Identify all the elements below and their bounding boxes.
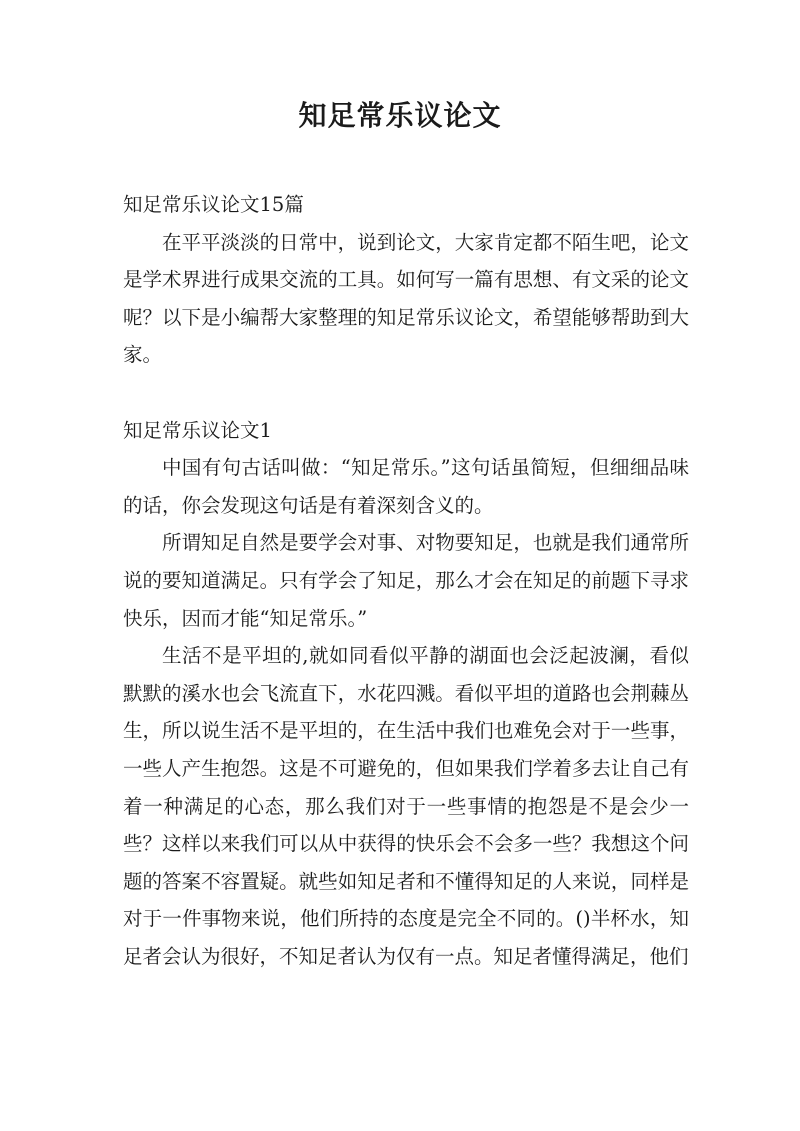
document-body <box>123 186 689 975</box>
body-paragraph: 生活不是平坦的,就如同看似平静的湖面也会泛起波澜，看似默默的溪水也会飞流直下，水花四溅。看似平坦的道路也会荆蕀丛生，所以说生活不是平坦的，在生活中我们也难免会对于一些事，一些人产生抱怨。这是不可避免的，但如果我们学着多去让自己有着一种满足的心态，那么我们对于一些事情的抱怨是不是会少一些？这样以来我们可以从中获得的快乐会不会多一些？我想这个问题的答案不容置疑。就些如知足者和不懂得知足的人来说，同样是对于一件事物来说，他们所持的态度是完全不同的。()半杯水，知足者会认为很好，不知足者认为仅有一点。知足者懂得满足，他们 <box>123 644 689 968</box>
intro-heading: 知足常乐议论文15篇 <box>123 193 304 216</box>
body-paragraph: 中国有句古话叫做：“知足常乐。”这句话虽简短，但细细品味的话，你会发现这句话是有着深刻含义的。 <box>123 456 689 517</box>
body-paragraph: 所谓知足自然是要学会对事、对物要知足，也就是我们通常所说的要知道满足。只有学会了知足，那么才会在知足的前题下寻求快乐，因而才能“知足常乐。” <box>123 531 689 630</box>
section-spacer <box>123 374 689 412</box>
intro-paragraph: 在平平淡淡的日常中，说到论文，大家肯定都不陌生吧，论文是学术界进行成果交流的工具。如何写一篇有思想、有文采的论文呢？以下是小编帮大家整理的知足常乐议论文，希望能够帮助到大家。 <box>123 230 689 367</box>
document-title: 知足常乐议论文 <box>298 99 502 132</box>
section-heading: 知足常乐议论文1 <box>123 418 272 442</box>
